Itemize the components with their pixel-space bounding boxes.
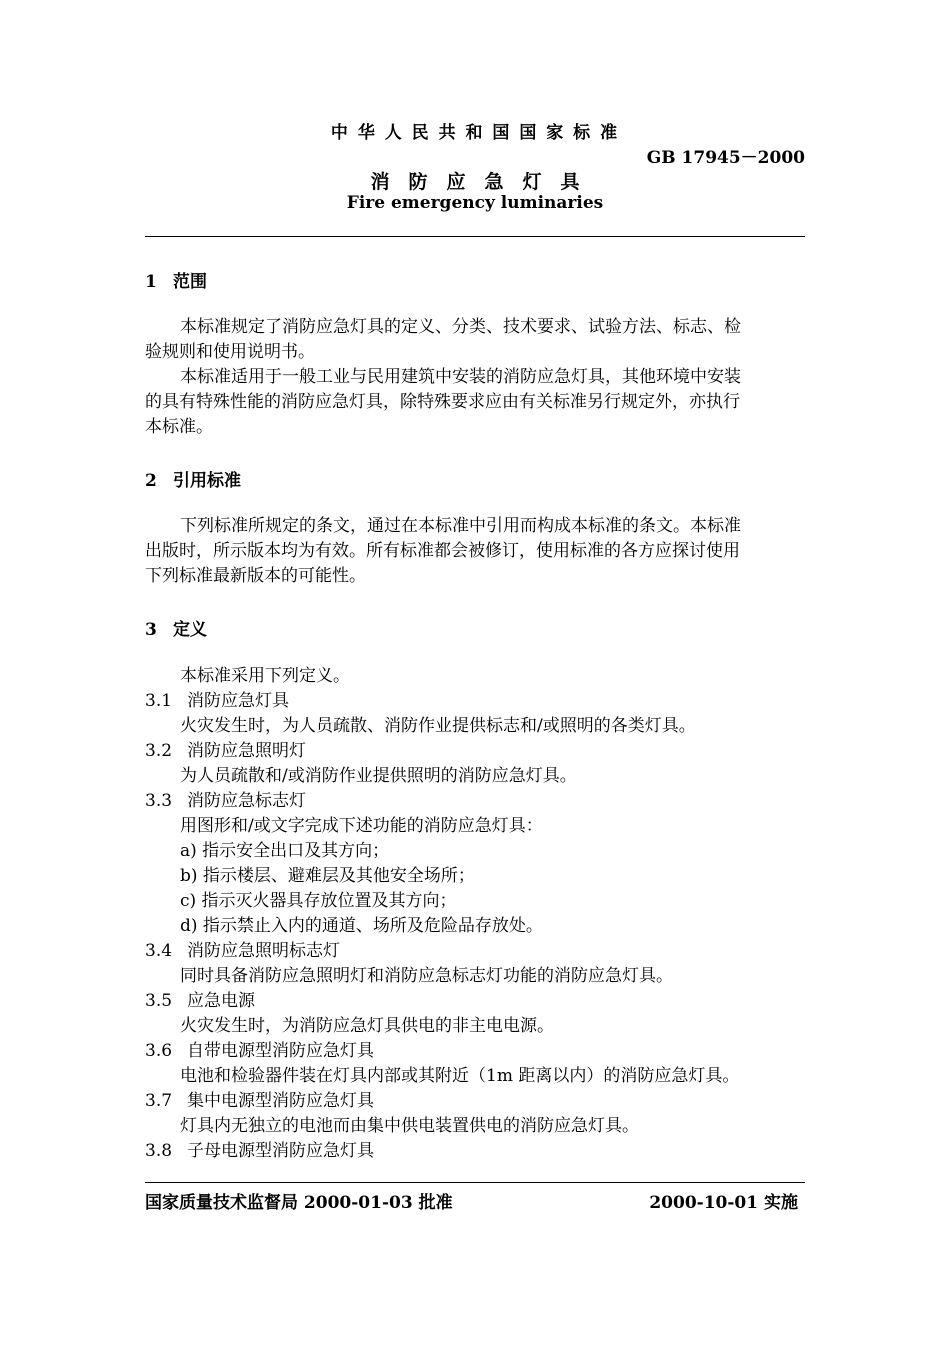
section-number: 1 — [145, 272, 157, 292]
definition-text: 灯具内无独立的电池而由集中供电装置供电的消防应急灯具。 — [180, 1116, 639, 1136]
definition-number: 3.1 — [145, 691, 173, 711]
definition-term: 消防应急标志灯 — [187, 791, 306, 811]
section-title: 定义 — [173, 620, 207, 640]
definition-term: 子母电源型消防应急灯具 — [187, 1141, 374, 1161]
list-item: d) 指示禁止入内的通道、场所及危险品存放处。 — [180, 916, 543, 936]
section-title: 范围 — [173, 272, 207, 292]
paragraph-line: 验规则和使用说明书。 — [145, 342, 315, 362]
definition-text: 电池和检验器件装在灯具内部或其附近（1m 距离以内）的消防应急灯具。 — [180, 1066, 740, 1086]
list-item: c) 指示灭火器具存放位置及其方向； — [180, 891, 457, 911]
definition-term: 消防应急照明标志灯 — [187, 941, 340, 961]
paragraph-line: 本标准。 — [145, 417, 213, 437]
paragraph-line: 的具有特殊性能的消防应急灯具，除特殊要求应由有关标准另行规定外，亦执行 — [145, 392, 740, 412]
definition-term: 应急电源 — [187, 991, 255, 1011]
definition-number: 3.6 — [145, 1041, 173, 1061]
definition-number: 3.2 — [145, 741, 173, 761]
definition-text: 用图形和/或文字完成下述功能的消防应急灯具： — [180, 816, 543, 836]
definition-text: 同时具备消防应急照明灯和消防应急标志灯功能的消防应急灯具。 — [180, 966, 673, 986]
section-number: 3 — [145, 620, 157, 640]
list-item: b) 指示楼层、避难层及其他安全场所； — [180, 866, 475, 886]
definition-text: 为人员疏散和/或消防作业提供照明的消防应急灯具。 — [180, 766, 577, 786]
section-number: 2 — [145, 471, 157, 491]
definition-term: 集中电源型消防应急灯具 — [187, 1091, 374, 1111]
implementation-note: 2000-10-01 实施 — [649, 1193, 798, 1213]
title-chinese: 消 防 应 急 灯 具 — [370, 171, 580, 193]
definition-number: 3.4 — [145, 941, 173, 961]
section-heading-1 — [145, 267, 207, 292]
definition-term: 消防应急照明灯 — [187, 741, 306, 761]
footer-rule — [145, 1182, 805, 1183]
approval-note: 国家质量技术监督局 2000-01-03 批准 — [145, 1193, 453, 1213]
definition-number: 3.7 — [145, 1091, 173, 1111]
definition-number: 3.5 — [145, 991, 173, 1011]
standard-code: GB 17945－2000 — [646, 148, 805, 168]
definition-text: 火灾发生时，为消防应急灯具供电的非主电电源。 — [180, 1016, 554, 1036]
definition-term: 自带电源型消防应急灯具 — [187, 1041, 374, 1061]
definitions-intro: 本标准采用下列定义。 — [180, 666, 350, 686]
national-standard-heading: 中 华 人 民 共 和 国 国 家 标 准 — [330, 123, 620, 143]
paragraph-line: 下列标准最新版本的可能性。 — [145, 566, 366, 586]
paragraph-line: 下列标准所规定的条文，通过在本标准中引用而构成本标准的条文。本标准 — [180, 516, 741, 536]
paragraph-line: 本标准规定了消防应急灯具的定义、分类、技术要求、试验方法、标志、检 — [180, 317, 741, 337]
definition-number: 3.3 — [145, 791, 173, 811]
definition-term: 消防应急灯具 — [187, 691, 289, 711]
definition-text: 火灾发生时，为人员疏散、消防作业提供标志和/或照明的各类灯具。 — [180, 716, 696, 736]
paragraph-line: 出版时，所示版本均为有效。所有标准都会被修订，使用标准的各方应探讨使用 — [145, 541, 740, 561]
section-title: 引用标准 — [173, 471, 241, 491]
list-item: a) 指示安全出口及其方向； — [180, 841, 390, 861]
section-heading-2 — [145, 466, 241, 491]
section-heading-3 — [145, 615, 207, 640]
header-rule — [145, 236, 805, 237]
title-english: Fire emergency luminaries — [346, 193, 604, 213]
paragraph-line: 本标准适用于一般工业与民用建筑中安装的消防应急灯具，其他环境中安装 — [180, 367, 741, 387]
definition-number: 3.8 — [145, 1141, 173, 1161]
